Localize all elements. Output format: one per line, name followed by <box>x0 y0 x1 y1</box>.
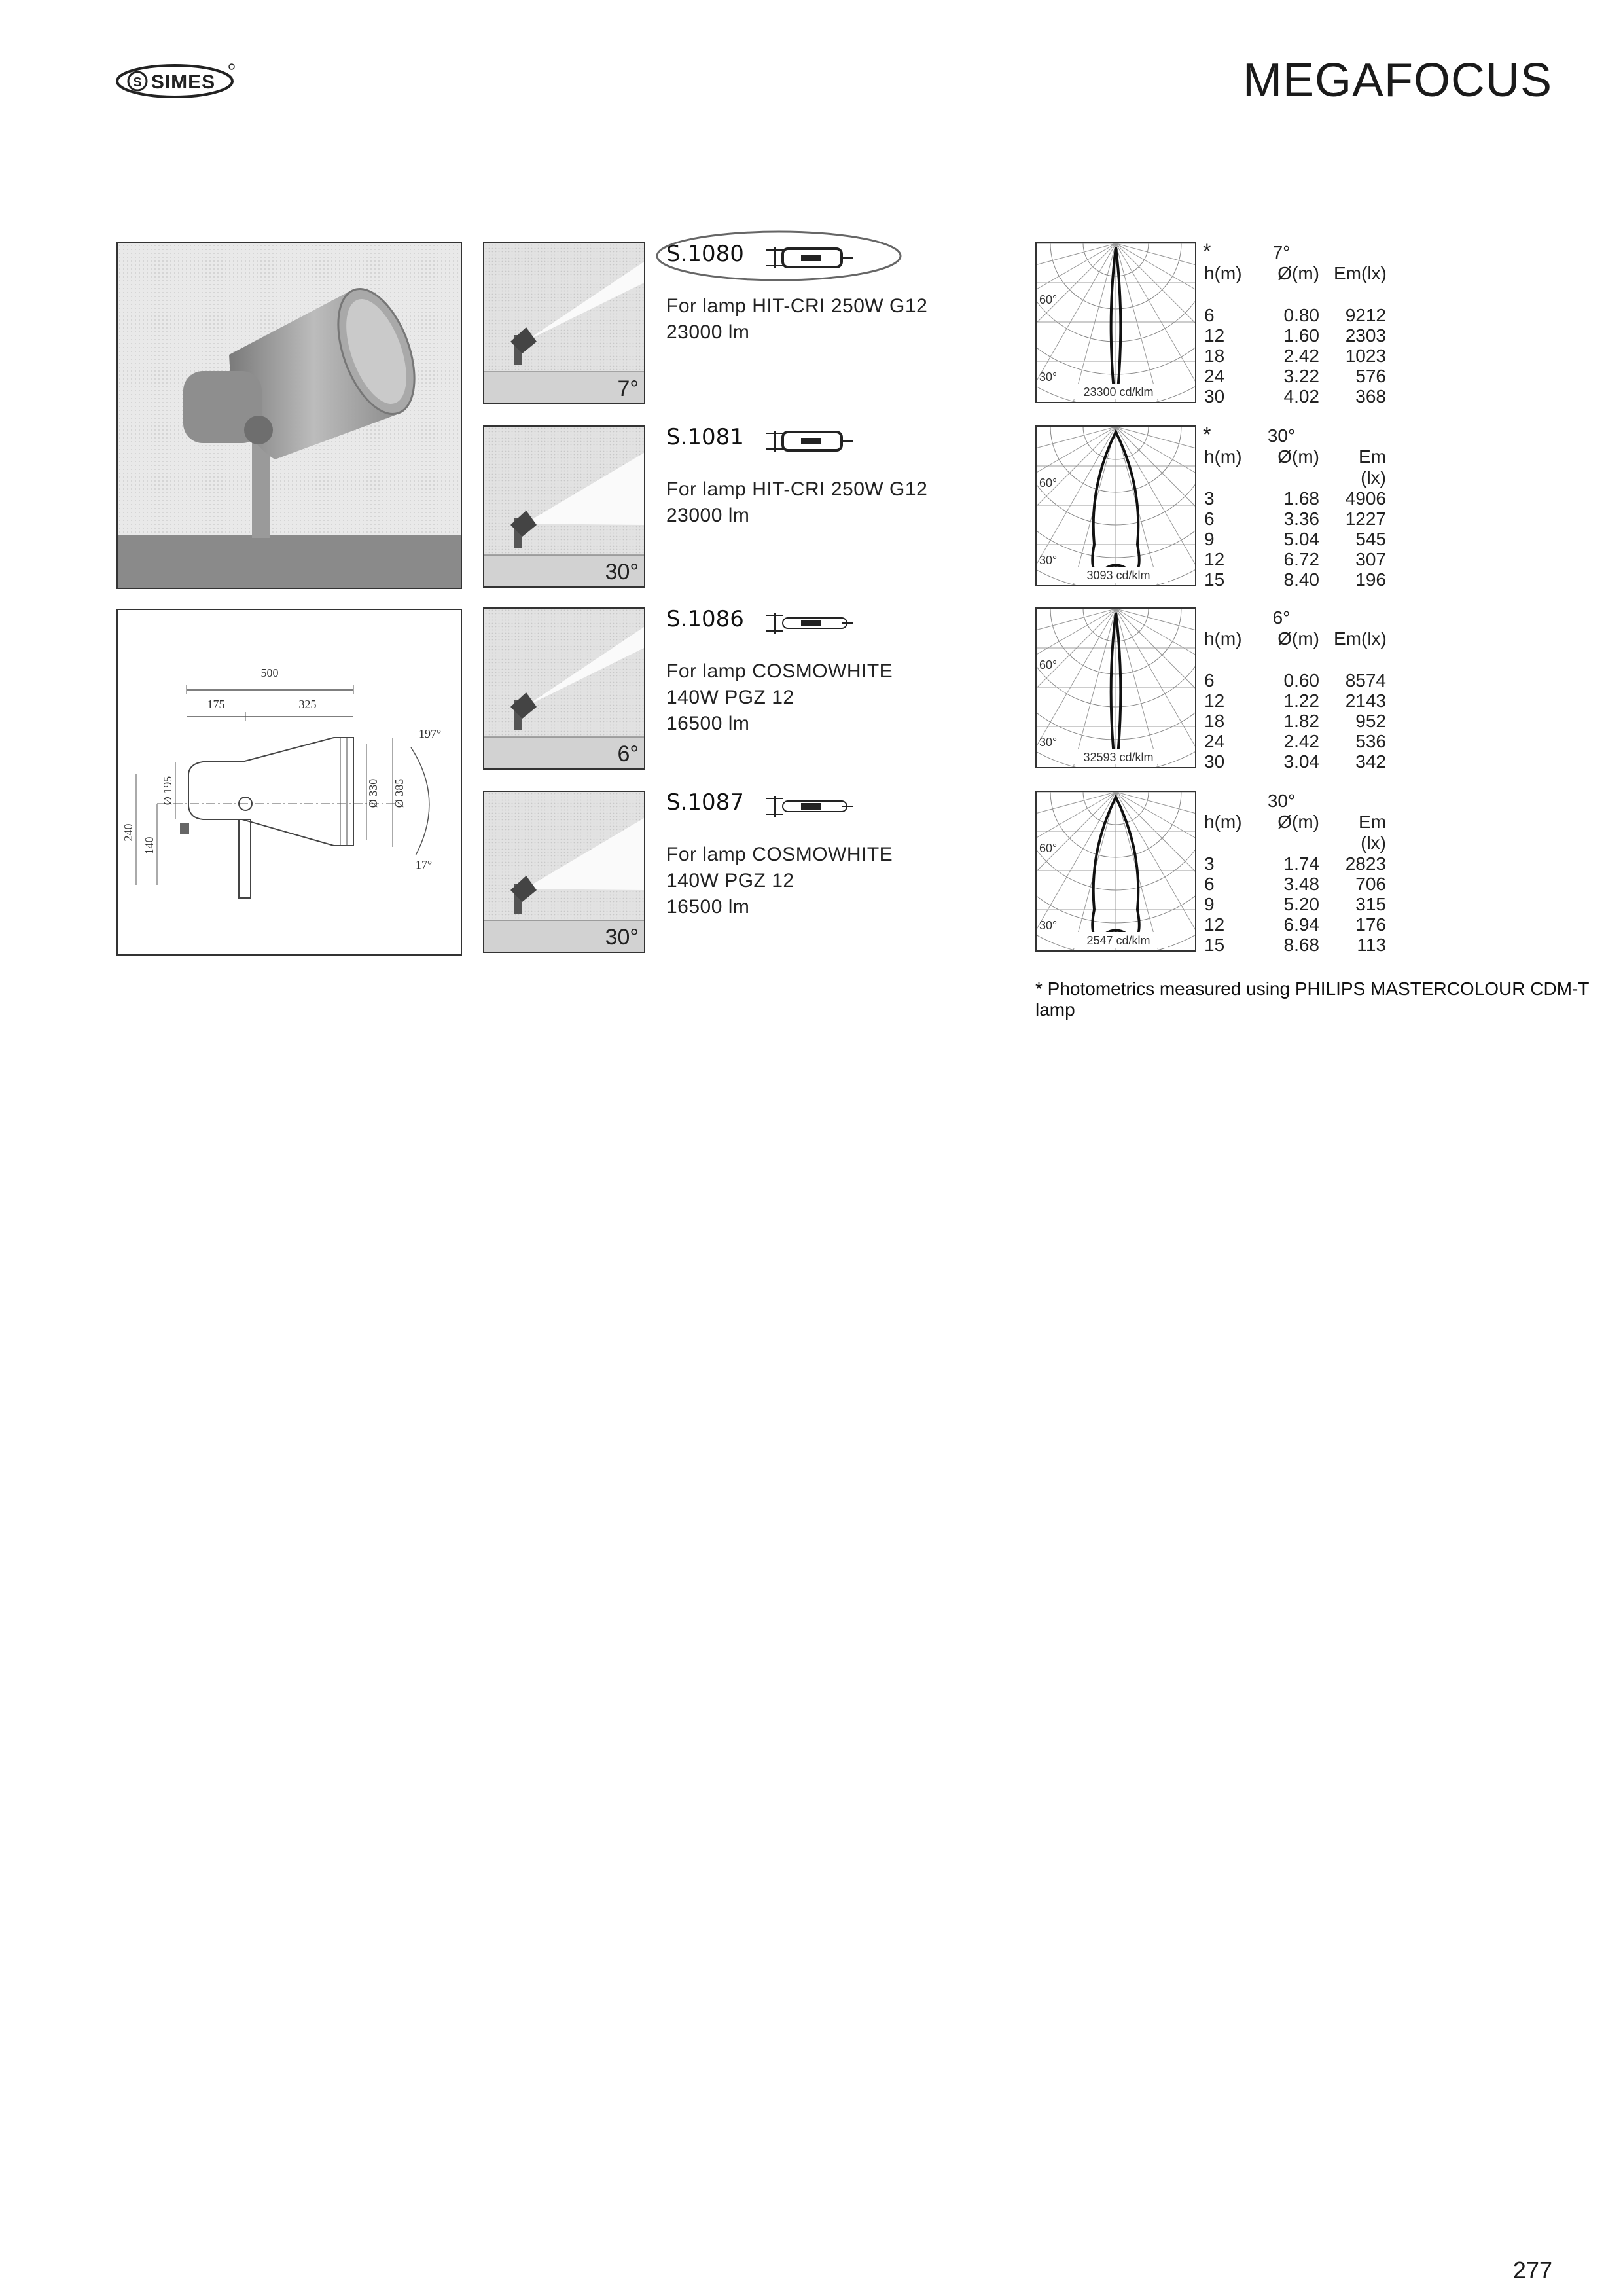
table-row <box>1203 346 1412 366</box>
polar-label-30: 30° <box>1039 370 1058 384</box>
table-cell: 30 <box>1204 386 1225 406</box>
table-row <box>1203 488 1412 509</box>
table-cell: 8.40 <box>1283 569 1319 590</box>
beam-angle: 30° <box>1267 425 1296 446</box>
product-code: S.1087 <box>666 789 744 816</box>
beam-angle: 30° <box>1267 791 1296 811</box>
beam-angle: 7° <box>1272 242 1291 262</box>
svg-text:SIMES: SIMES <box>151 71 216 93</box>
polar-label-60: 60° <box>1039 476 1058 490</box>
table-cell: 368 <box>1355 386 1386 406</box>
polar-diagram <box>1035 791 1196 952</box>
lamp-description: For lamp HIT-CRI 250W G12 23000 lm <box>666 478 928 526</box>
table-row <box>1203 670 1412 691</box>
photometrics-footnote: * Photometrics measured using PHILIPS MASTERCOLOUR CDM-T lamp <box>1035 978 1589 1020</box>
table-row <box>1203 325 1412 346</box>
table-cell: 9212 <box>1345 305 1386 325</box>
table-cell: 315 <box>1355 894 1386 914</box>
svg-text:325: 325 <box>298 698 317 711</box>
table-row <box>1203 366 1412 386</box>
table-row <box>1203 751 1412 772</box>
table-cell: 6 <box>1204 670 1215 691</box>
lamp-icon <box>764 792 856 821</box>
table-cell: 1.68 <box>1283 488 1319 509</box>
table-cell: 545 <box>1355 529 1386 549</box>
beam-angle-label: 6° <box>617 742 639 766</box>
table-cell: 6.72 <box>1283 549 1319 569</box>
table-row <box>1203 569 1412 590</box>
table-cell: 1.60 <box>1283 325 1319 346</box>
polar-label-60: 60° <box>1039 293 1058 306</box>
table-cell: 18 <box>1204 346 1225 366</box>
lamp-icon <box>764 243 856 272</box>
product-code: S.1081 <box>666 424 744 450</box>
table-cell: 2143 <box>1345 691 1386 711</box>
table-cell: 6 <box>1204 874 1215 894</box>
table-cell: 1.74 <box>1283 853 1319 874</box>
table-cell: 0.80 <box>1283 305 1319 325</box>
table-cell: 5.20 <box>1283 894 1319 914</box>
svg-text:Ø 330: Ø 330 <box>366 778 380 808</box>
svg-text:140: 140 <box>143 836 156 855</box>
table-cell: 3.36 <box>1283 509 1319 529</box>
table-cell: 2.42 <box>1283 346 1319 366</box>
page-title: MEGAFOCUS <box>1242 54 1552 107</box>
polar-diagram <box>1035 607 1196 768</box>
table-cell: 3.22 <box>1283 366 1319 386</box>
table-cell: 15 <box>1204 569 1225 590</box>
photometric-table <box>1203 425 1412 589</box>
table-cell: 12 <box>1204 325 1225 346</box>
table-cell: 176 <box>1355 914 1386 935</box>
table-row <box>1203 691 1412 711</box>
table-cell: 536 <box>1355 731 1386 751</box>
simes-logo <box>113 63 237 99</box>
table-cell: 3 <box>1204 853 1215 874</box>
table-cell: 3.48 <box>1283 874 1319 894</box>
svg-text:S: S <box>133 75 142 90</box>
beam-thumbnail <box>483 791 645 953</box>
polar-label-60: 60° <box>1039 842 1058 855</box>
table-cell: 12 <box>1204 914 1225 935</box>
table-cell: 6 <box>1204 509 1215 529</box>
polar-diagram <box>1035 242 1196 403</box>
table-cell: 706 <box>1355 874 1386 894</box>
table-cell: 30 <box>1204 751 1225 772</box>
table-cell: 5.04 <box>1283 529 1319 549</box>
lamp-icon <box>764 427 856 456</box>
table-cell: 113 <box>1357 935 1386 955</box>
polar-label-30: 30° <box>1039 554 1058 567</box>
table-row <box>1203 914 1412 935</box>
table-cell: 4.02 <box>1283 386 1319 406</box>
table-row <box>1203 711 1412 731</box>
table-cell: 4906 <box>1345 488 1386 509</box>
polar-intensity: 2547 cd/klm <box>1086 934 1150 947</box>
table-cell: 3 <box>1204 488 1215 509</box>
svg-text:197°: 197° <box>419 727 442 740</box>
column-header: Ø(m) <box>1277 263 1319 283</box>
table-cell: 24 <box>1204 731 1225 751</box>
lamp-icon <box>764 609 856 637</box>
product-code: S.1080 <box>666 241 744 267</box>
column-header: Ø(m) <box>1277 812 1319 832</box>
table-row <box>1203 529 1412 549</box>
table-cell: 12 <box>1204 549 1225 569</box>
photometric-asterisk: * <box>1203 423 1211 446</box>
column-header: h(m) <box>1204 628 1242 649</box>
table-cell: 12 <box>1204 691 1225 711</box>
product-code: S.1086 <box>666 606 744 632</box>
table-row <box>1203 509 1412 529</box>
table-cell: 15 <box>1204 935 1225 955</box>
table-cell: 8.68 <box>1283 935 1319 955</box>
table-cell: 8574 <box>1345 670 1386 691</box>
table-cell: 6.94 <box>1283 914 1319 935</box>
svg-text:175: 175 <box>207 698 225 711</box>
beam-angle-label: 30° <box>605 560 639 584</box>
polar-intensity: 23300 cd/klm <box>1083 386 1154 399</box>
dimension-drawing <box>116 609 462 956</box>
table-cell: 9 <box>1204 529 1215 549</box>
table-row <box>1203 305 1412 325</box>
page-number: 277 <box>1512 2257 1552 2284</box>
table-cell: 952 <box>1355 711 1386 731</box>
table-row <box>1203 874 1412 894</box>
photometric-asterisk: * <box>1203 240 1211 263</box>
beam-thumbnail <box>483 425 645 588</box>
table-cell: 3.04 <box>1283 751 1319 772</box>
beam-angle: 6° <box>1272 607 1291 628</box>
column-header: Ø(m) <box>1277 446 1319 467</box>
photometric-table <box>1203 607 1412 771</box>
table-cell: 1.22 <box>1283 691 1319 711</box>
table-cell: 9 <box>1204 894 1215 914</box>
table-cell: 196 <box>1355 569 1386 590</box>
table-cell: 342 <box>1355 751 1386 772</box>
svg-text:240: 240 <box>122 823 135 842</box>
column-header: Em(lx) <box>1334 263 1387 283</box>
column-header: Em(lx) <box>1334 628 1387 649</box>
column-header: Ø(m) <box>1277 628 1319 649</box>
table-cell: 2.42 <box>1283 731 1319 751</box>
table-row <box>1203 853 1412 874</box>
photometric-table <box>1203 242 1412 406</box>
table-cell: 2303 <box>1345 325 1386 346</box>
polar-label-30: 30° <box>1039 736 1058 749</box>
beam-thumbnail <box>483 607 645 770</box>
svg-text:Ø 195: Ø 195 <box>161 776 174 806</box>
column-header: h(m) <box>1204 446 1242 467</box>
table-cell: 18 <box>1204 711 1225 731</box>
lamp-description: For lamp COSMOWHITE 140W PGZ 12 16500 lm <box>666 844 893 918</box>
svg-text:17°: 17° <box>416 858 433 871</box>
table-cell: 2823 <box>1345 853 1386 874</box>
table-cell: 6 <box>1204 305 1215 325</box>
polar-diagram <box>1035 425 1196 586</box>
photometric-table <box>1203 791 1412 954</box>
column-header: Em (lx) <box>1359 812 1386 853</box>
product-photo <box>116 242 462 589</box>
column-header: Em (lx) <box>1359 446 1386 488</box>
table-cell: 576 <box>1355 366 1386 386</box>
polar-label-30: 30° <box>1039 919 1058 932</box>
beam-angle-label: 30° <box>605 925 639 950</box>
polar-intensity: 3093 cd/klm <box>1086 569 1150 582</box>
beam-angle-label: 7° <box>617 376 639 401</box>
polar-intensity: 32593 cd/klm <box>1083 751 1154 764</box>
table-row <box>1203 894 1412 914</box>
svg-text:500: 500 <box>260 666 279 679</box>
table-cell: 1023 <box>1345 346 1386 366</box>
table-row <box>1203 731 1412 751</box>
lamp-description: For lamp COSMOWHITE 140W PGZ 12 16500 lm <box>666 660 893 734</box>
table-row <box>1203 549 1412 569</box>
beam-thumbnail <box>483 242 645 404</box>
polar-label-60: 60° <box>1039 658 1058 672</box>
table-row <box>1203 935 1412 955</box>
table-cell: 307 <box>1355 549 1386 569</box>
lamp-description: For lamp HIT-CRI 250W G12 23000 lm <box>666 295 928 343</box>
column-header: h(m) <box>1204 812 1242 832</box>
table-cell: 24 <box>1204 366 1225 386</box>
table-cell: 0.60 <box>1283 670 1319 691</box>
table-cell: 1227 <box>1345 509 1386 529</box>
table-cell: 1.82 <box>1283 711 1319 731</box>
svg-text:Ø 385: Ø 385 <box>393 778 406 808</box>
column-header: h(m) <box>1204 263 1242 283</box>
table-row <box>1203 386 1412 406</box>
